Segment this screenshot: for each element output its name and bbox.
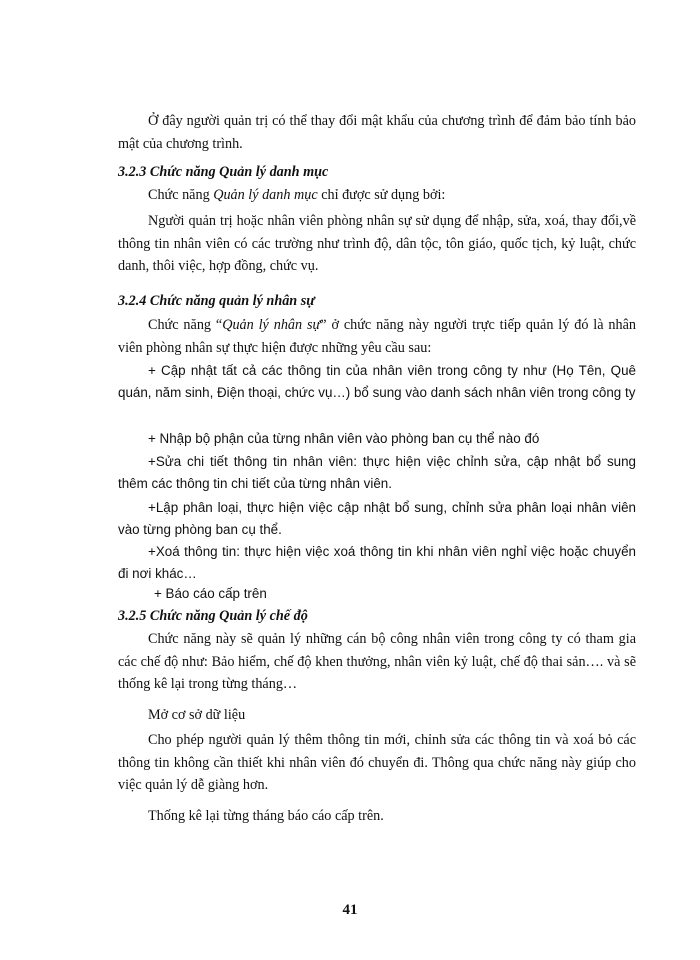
s324-p1-emphasis: Quản lý nhân sự [222, 317, 321, 333]
heading-3-2-4: 3.2.4 Chức năng quản lý nhân sự [118, 293, 315, 309]
heading-3-2-5: 3.2.5 Chức năng Quản lý chế độ [118, 608, 308, 624]
s324-p1-text-end: ” ở chức năng này người trực tiếp quản lý đó là nhân viên phòng nhân sự thực hiện được những yêu cầu sau: [118, 317, 637, 356]
s324-item-6: + Báo cáo cấp trên [154, 586, 267, 601]
s323-p1-text: Chức năng [148, 187, 214, 203]
s325-paragraph-2: Mở cơ sở dữ liệu [148, 707, 246, 723]
s325-paragraph-3: Cho phép người quản lý thêm thông tin mới, chỉnh sửa các thông tin và xoá bỏ các thông tin không cần thiết khi nhân viên đó chuyển đi. Thông qua chức năng này giúp cho việc quản lý dễ giàng hơn. [118, 732, 636, 793]
s324-paragraph-1 [118, 314, 636, 359]
s323-paragraph-2: Người quản trị hoặc nhân viên phòng nhân sự sử dụng để nhập, sửa, xoá, thay đổi,về thông tin nhân viên có các trường như trình độ, dân tộc, tôn giáo, quốc tịch, kỷ luật, chức danh, thôi việc, hợp đồng, chức vụ. [118, 213, 636, 274]
s323-p1-text-end: chỉ được sử dụng bởi: [317, 187, 446, 203]
heading-3-2-3: 3.2.3 Chức năng Quản lý danh mục [118, 164, 329, 180]
s323-p1-emphasis: Quản lý danh mục [213, 187, 318, 203]
s324-item-5: +Xoá thông tin: thực hiện việc xoá thông tin khi nhân viên nghỉ việc hoặc chuyển đi nơi khác… [118, 544, 636, 581]
page-number: 41 [342, 902, 358, 918]
s324-item-3: +Sửa chi tiết thông tin nhân viên: thực hiện việc chỉnh sửa, cập nhật bổ sung thêm các thông tin chi tiết của từng nhân viên. [118, 454, 636, 491]
s324-item-4: +Lập phân loại, thực hiện việc cập nhật bổ sung, chỉnh sửa phân loại nhân viên vào từng phòng ban cụ thể. [118, 500, 636, 537]
s325-paragraph-4: Thống kê lại từng tháng báo cáo cấp trên. [148, 808, 384, 824]
s325-paragraph-1: Chức năng này sẽ quản lý những cán bộ công nhân viên trong công ty có tham gia các chế độ như: Bảo hiểm, chế độ khen thưởng, nhân viên kỷ luật, chế độ thai sản…. và sẽ thống kê lại trong từng tháng… [118, 631, 636, 692]
s324-item-1: + Cập nhật tất cả các thông tin của nhân viên trong công ty như (Họ Tên, Quê quán, năm sinh, Điện thoại, chức vụ…) bổ sung vào danh sách nhân viên trong công ty [118, 363, 636, 400]
s324-p1-text: Chức năng “ [148, 317, 223, 333]
s323-paragraph-1 [118, 184, 636, 207]
intro-paragraph: Ở đây người quản trị có thể thay đổi mật khẩu của chương trình để đảm bảo tính bảo mật của chương trình. [118, 113, 636, 152]
s324-item-2: + Nhập bộ phận của từng nhân viên vào phòng ban cụ thể nào đó [148, 431, 540, 446]
